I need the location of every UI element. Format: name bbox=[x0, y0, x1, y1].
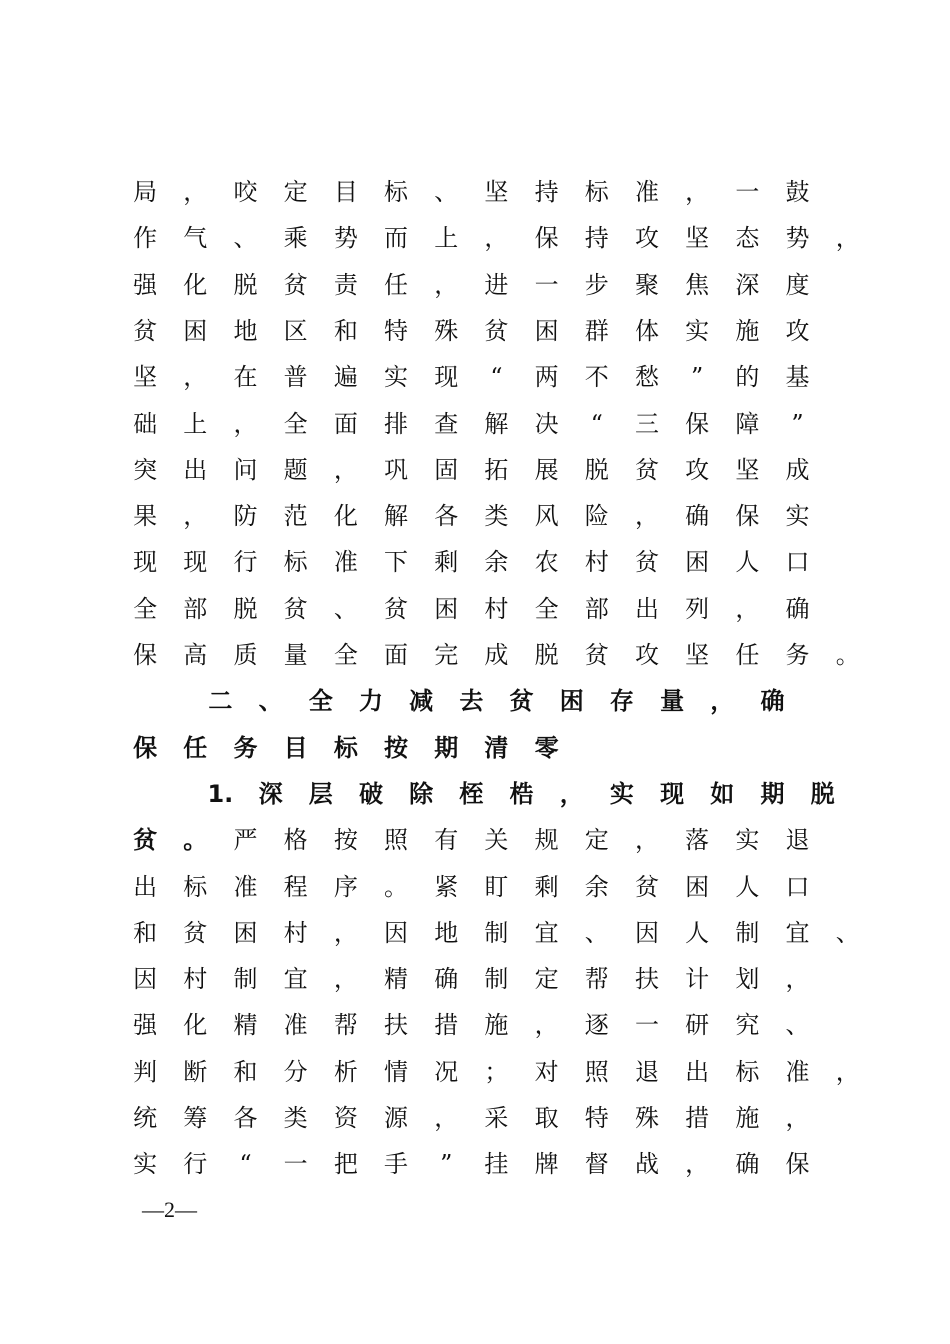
body-text-line: 出 标 准 程 序 。 紧 盯 剩 余 贫 困 人 口 bbox=[133, 872, 810, 901]
body-text-line: 作 气 、 乘 势 而 上 ， 保 持 攻 坚 态 势 ， bbox=[133, 224, 860, 253]
subheading-line: 1. 深 层 破 除 桎 梏 ， 实 现 如 期 脱 bbox=[207, 779, 835, 808]
section-heading-line: 保 任 务 目 标 按 期 清 零 bbox=[133, 733, 559, 762]
body-text-line: 现 现 行 标 准 下 剩 余 农 村 贫 困 人 口 bbox=[133, 548, 810, 577]
body-text-line: 坚 ， 在 普 遍 实 现 “ 两 不 愁 ” 的 基 bbox=[133, 363, 810, 392]
body-text-line: 果 ， 防 范 化 解 各 类 风 险 ， 确 保 实 bbox=[133, 502, 810, 531]
body-text-line: 因 村 制 宜 ， 精 确 制 定 帮 扶 计 划 ， bbox=[133, 965, 810, 994]
body-text-line: 础 上 ， 全 面 排 查 解 决 “ 三 保 障 ” bbox=[133, 409, 804, 438]
body-text-line: 贫 困 地 区 和 特 殊 贫 困 群 体 实 施 攻 bbox=[133, 316, 810, 345]
body-text-line: 强 化 精 准 帮 扶 措 施 ， 逐 一 研 究 、 bbox=[133, 1011, 810, 1040]
body-text-line: 保 高 质 量 全 面 完 成 脱 贫 攻 坚 任 务 。 bbox=[133, 641, 860, 669]
body-text-line: 统 筹 各 类 资 源 ， 采 取 特 殊 措 施 ， bbox=[133, 1104, 810, 1132]
body-text-line: 突 出 问 题 ， 巩 固 拓 展 脱 贫 攻 坚 成 bbox=[133, 455, 810, 484]
body-text-line: 全 部 脱 贫 、 贫 困 村 全 部 出 列 ， 确 bbox=[133, 594, 810, 623]
section-heading-line: 二 、 全 力 减 去 贫 困 存 量 ， 确 bbox=[208, 687, 785, 716]
body-text-line: 和 贫 困 村 ， 因 地 制 宜 、 因 人 制 宜 、 bbox=[133, 918, 860, 947]
body-text-line: 强 化 脱 贫 责 任 ， 进 一 步 聚 焦 深 度 bbox=[133, 270, 810, 299]
page-number: —2— bbox=[142, 1197, 197, 1222]
body-text-line: 贫 。 严 格 按 照 有 关 规 定 ， 落 实 退 bbox=[133, 826, 810, 855]
body-text-line: 实 行 “ 一 把 手 ” 挂 牌 督 战 ， 确 保 bbox=[133, 1150, 810, 1179]
body-text-line: 判 断 和 分 析 情 况 ； 对 照 退 出 标 准 ， bbox=[133, 1057, 860, 1086]
body-text-line: 局 ， 咬 定 目 标 、 坚 持 标 准 ， 一 鼓 bbox=[133, 178, 810, 206]
